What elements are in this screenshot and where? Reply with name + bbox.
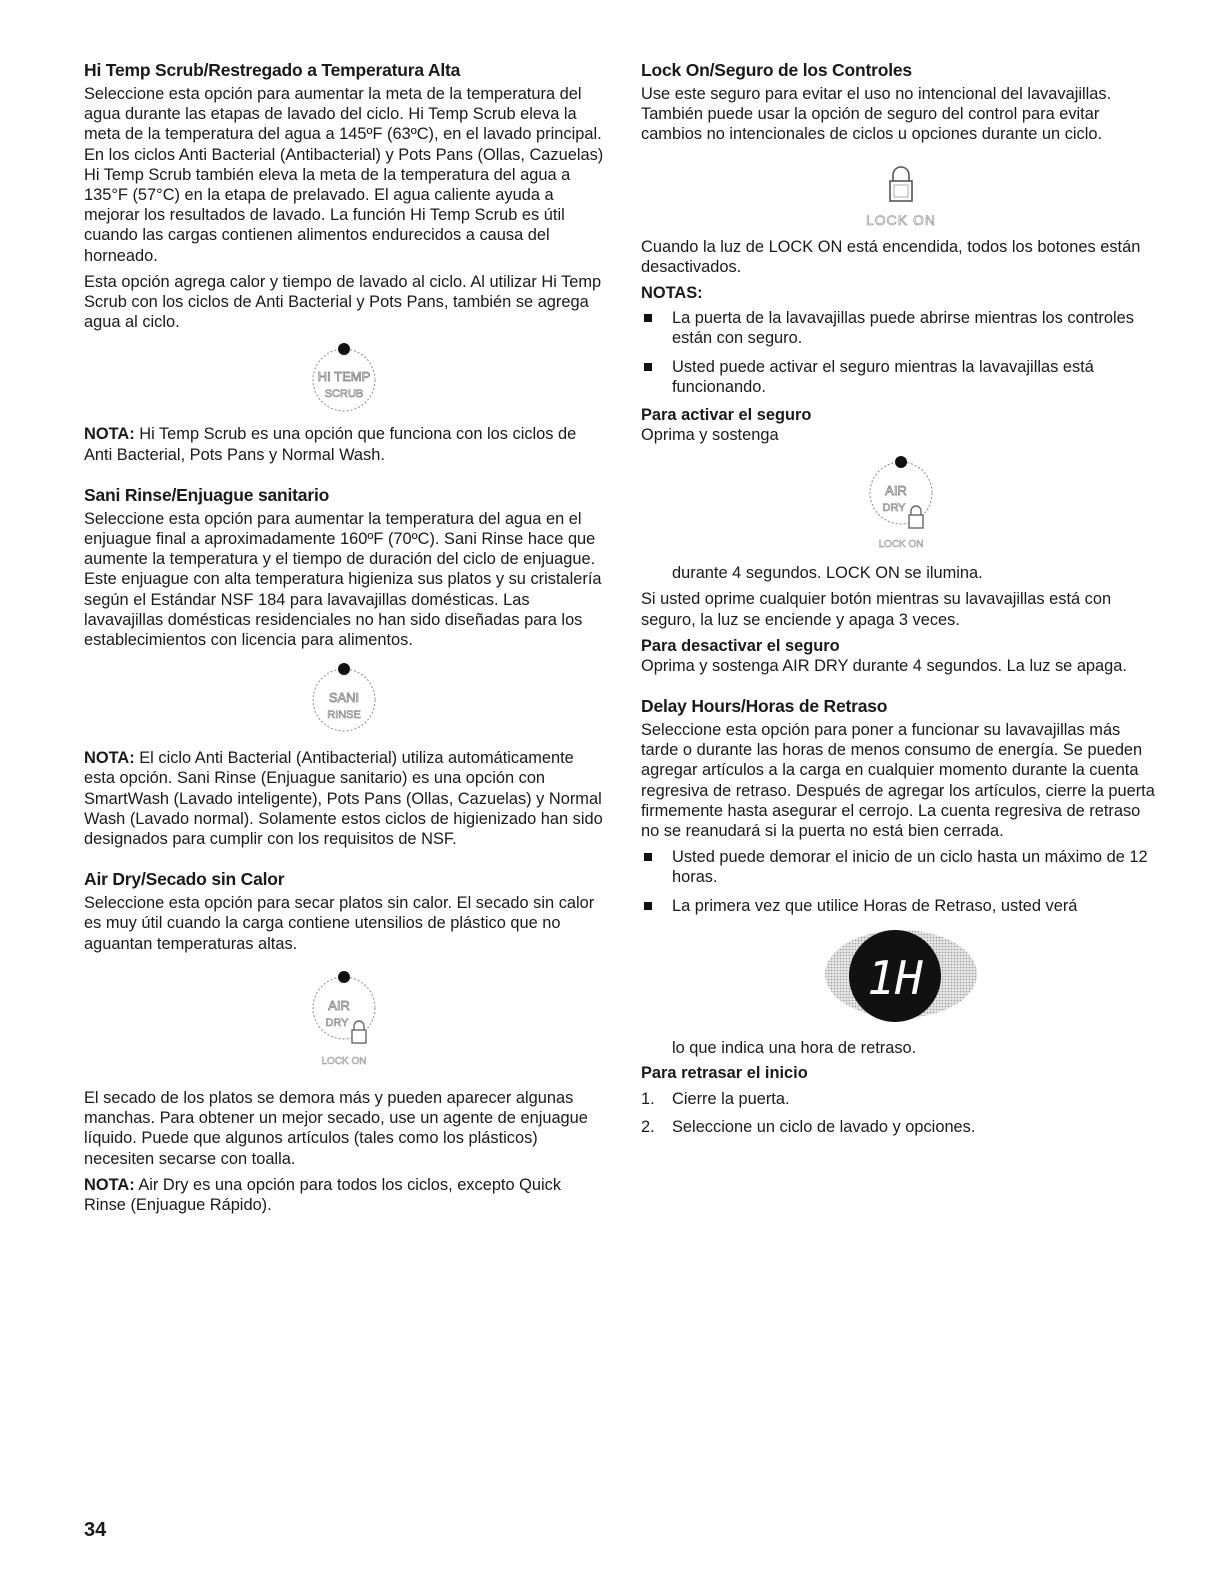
right-column [641,60,1161,1145]
deactivate-lock-text: Oprima y sostenga AIR DRY durante 4 segundos. La luz se apaga. [641,656,1127,675]
left-column [84,60,604,1221]
delay-start-heading: Para retrasar el inicio [641,1064,808,1083]
lock-on-label: LOCK ON [878,539,924,551]
note-label: NOTA: [84,1175,135,1194]
list-item [641,847,1161,887]
lock-icon [352,1021,366,1043]
lock-notes-list [641,308,1161,397]
lock-on-icon [841,151,961,229]
list-item-text: Usted puede activar el seguro mientras la lavavajillas está funcionando. [672,357,1094,396]
note-label: NOTA: [84,749,135,768]
air-dry-note [84,1175,604,1215]
notes-label: NOTAS: [641,284,703,303]
air-dry-paragraph-2: El secado de los platos se demora más y pueden aparecer algunas manchas. Para obtener un mejor secado, use un agente de enjuague líquido. Puede que algunos artículos (tales como los plásticos) necesiten secarse con toalla. [84,1088,588,1168]
note-text: Hi Temp Scrub es una opción que funciona con los ciclos de Anti Bacterial, Pots Pans y Normal Wash. [84,425,577,464]
list-item [641,357,1161,397]
list-item [641,1089,1161,1109]
note-text: Air Dry es una opción para todos los ciclos, excepto Quick Rinse (Enjuague Rápido). [84,1175,562,1214]
note-text: El ciclo Anti Bacterial (Antibacterial) utiliza automáticamente esta opción. Sani Rinse (Enjuague sanitario) es una opción con SmartWash (Lavado inteligente), Pots Pans (Ollas, Cazuelas) y Normal Wash (Lavado normal). Solamente estos ciclos de higienizado han sido designados para cumplir con los requisitos de NSF. [84,749,603,849]
air-dry-heading: Air Dry/Secado sin Calor [84,869,285,890]
hold-duration-text: durante 4 segundos. LOCK ON se ilumina. [672,564,983,583]
sani-rinse-button-icon [284,656,404,742]
sani-rinse-heading: Sani Rinse/Enjuague sanitario [84,484,330,505]
air-dry-button-label-2: DRY [325,1016,349,1029]
hi-temp-scrub-paragraph-1: Seleccione esta opción para aumentar la meta de la temperatura del agua durante las etapas de lavado del ciclo. Hi Temp Scrub eleva la meta de la temperatura del agua a 145ºF (63ºC), en el lavado principal. En los ciclos Anti Bacterial (Antibacterial) y Pots Pans (Ollas, Cazuelas) Hi Temp Scrub también eleva la meta de la temperatura del agua a 135°F (57°C) en la etapa de prelavado. El agua caliente ayuda a mejorar los resultados de lavado. La función Hi Temp Scrub es útil cuando las cargas contienen alimentos endurecidos a causa del horneado. [84,85,604,265]
step-text: Seleccione un ciclo de lavado y opciones. [672,1118,976,1137]
step-text: Cierre la puerta. [672,1090,790,1109]
air-dry-paragraph-1: Seleccione esta opción para secar platos sin calor. El secado sin calor es muy útil cuando la carga contiene utensilios de plástico que no aguantan temperaturas altas. [84,894,595,953]
list-item [641,1117,1161,1137]
list-item-text: La puerta de la lavavajillas puede abrirse mientras los controles están con seguro. [672,309,1134,348]
lock-on-paragraph-2: Cuando la luz de LOCK ON está encendida, todos los botones están desactivados. [641,237,1141,276]
delay-display-icon [821,924,981,1028]
list-item [641,308,1161,348]
activate-lock-heading: Para activar el seguro [641,406,812,425]
lock-on-icon-label: LOCK ON [865,211,937,228]
list-item [641,896,1161,916]
lock-icon [890,167,912,201]
hi-temp-scrub-note [84,424,604,464]
delay-steps-list [641,1089,1161,1137]
air-dry-lock-button-icon [836,447,966,561]
air-dry-button-label-1: AIR [885,483,907,499]
lock-on-label: LOCK ON [321,1055,367,1067]
hi-temp-scrub-heading: Hi Temp Scrub/Restregado a Temperatura Alta [84,60,461,80]
list-item-text: Usted puede demorar el inicio de un ciclo hasta un máximo de 12 horas. [672,848,1148,887]
sani-rinse-paragraph: Seleccione esta opción para aumentar la temperatura del agua en el enjuague final a aproximadamente 160ºF (70ºC). Sani Rinse hace que aumente la temperatura y el tiempo de duración del ciclo de enjuague. Este enjuague con alta temperatura higieniza sus platos y su cristalería según el Estándar NSF 184 para lavavajillas domésticas. Las lavavajillas domésticas residenciales no han sido diseñadas para los establecimientos con licencia para alimentos. [84,509,602,650]
note-label: NOTA: [84,425,135,444]
hi-temp-scrub-button-icon [284,338,404,418]
hi-temp-button-label-1: HI TEMP [317,369,371,385]
hi-temp-scrub-paragraph-2: Esta opción agrega calor y tiempo de lavado al ciclo. Al utilizar Hi Temp Scrub con los ciclos de Anti Bacterial y Pots Pans, también se agrega agua al ciclo. [84,272,602,332]
air-dry-button-icon [279,960,409,1082]
delay-display-explanation: lo que indica una hora de retraso. [672,1038,917,1057]
lock-on-heading: Lock On/Seguro de los Controles [641,60,912,80]
step-number: 2. [641,1118,655,1137]
lock-on-paragraph-1: Use este seguro para evitar el uso no intencional del lavavajillas. También puede usar la opción de seguro del control para evitar cambios no intencionales de ciclos u opciones durante un ciclo. [641,85,1112,144]
step-number: 1. [641,1090,655,1109]
delay-bullets-list [641,847,1161,916]
lock-icon [909,506,923,528]
deactivate-lock-heading: Para desactivar el seguro [641,636,840,655]
page-number: 34 [84,1519,107,1541]
delay-hours-paragraph: Seleccione esta opción para poner a funcionar su lavavajillas más tarde o durante las horas de menos consumo de energía. Se pueden agregar artículos a la carga en cualquier momento durante la cuenta regresiva de retraso. Después de agregar los artículos, cierre la puerta firmemente hasta asegurar el cerrojo. La cuenta regresiva de retraso no se reanudará si la puerta no está bien cerrada. [641,721,1155,841]
sani-button-label-2: RINSE [327,709,361,722]
delay-hours-heading: Delay Hours/Horas de Retraso [641,696,888,717]
delay-display-text: 1H [867,950,923,1005]
hi-temp-button-label-2: SCRUB [324,388,364,401]
air-dry-button-label-2: DRY [882,502,906,515]
sani-rinse-note [84,748,604,849]
list-item-text: La primera vez que utilice Horas de Retraso, usted verá [672,896,1078,915]
sani-button-label-1: SANI [328,690,360,706]
lock-on-paragraph-3: Si usted oprime cualquier botón mientras su lavavajillas está con seguro, la luz se enciende y apaga 3 veces. [641,590,1112,629]
air-dry-button-label-1: AIR [328,997,350,1013]
activate-lock-text: Oprima y sostenga [641,426,779,445]
